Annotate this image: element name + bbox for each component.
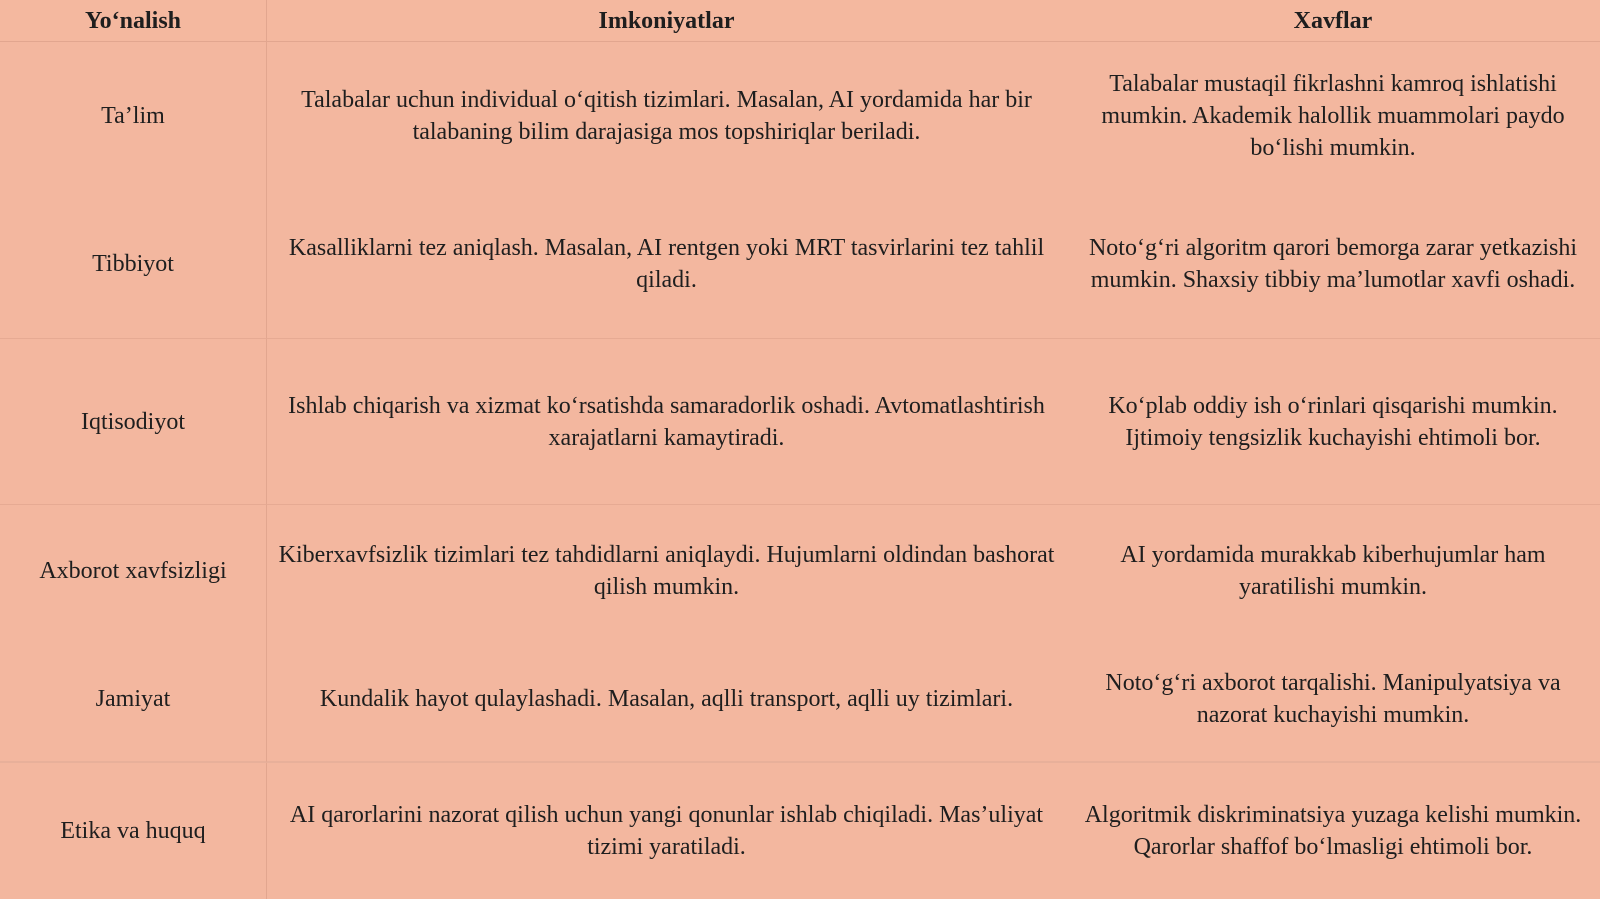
row-direction-iqtisodiyot: Iqtisodiyot: [0, 339, 267, 505]
row-risks-jamiyat: Noto‘g‘ri axborot tarqalishi. Manipulyatsiya va nazorat kuchayishi mumkin.: [1066, 637, 1600, 763]
row-opportunities-talim: Talabalar uchun individual o‘qitish tizimlari. Masalan, AI yordamida har bir talabaning bilim darajasiga mos topshiriqlar beriladi.: [301, 87, 1032, 145]
row-risks-talim: Talabalar mustaqil fikrlashni kamroq ishlatishi mumkin. Akademik halollik muammolari paydo bo‘lishi mumkin.: [1101, 71, 1565, 161]
row-opportunities-tibbiyot: Kasalliklarni tez aniqlash. Masalan, AI rentgen yoki MRT tasvirlarini tez tahlil qiladi.: [267, 190, 1066, 339]
header-direction: Yo‘nalish: [0, 0, 267, 42]
row-direction-talim: Ta’lim: [0, 42, 267, 190]
header-risks: Xavflar: [1066, 0, 1600, 42]
row-direction-etika: Etika va huquq: [0, 763, 267, 899]
header-opportunities: Imkoniyatlar: [267, 0, 1066, 42]
row-direction-jamiyat: Jamiyat: [0, 637, 267, 763]
row-risks-etika: Algoritmik diskriminatsiya yuzaga kelishi mumkin. Qarorlar shaffof bo‘lmasligi ehtimoli bor.: [1084, 802, 1582, 860]
row-direction-axborot: Axborot xavfsizligi: [0, 505, 267, 637]
row-opportunities-iqtisodiyot: Ishlab chiqarish va xizmat ko‘rsatishda samaradorlik oshadi. Avtomatlashtirish xarajatlarni kamaytiradi.: [267, 339, 1066, 505]
row-opportunities-jamiyat: Kundalik hayot qulaylashadi. Masalan, aqlli transport, aqlli uy tizimlari.: [267, 637, 1066, 763]
row-risks-iqtisodiyot: Ko‘plab oddiy ish o‘rinlari qisqarishi mumkin. Ijtimoiy tengsizlik kuchayishi ehtimoli bor.: [1066, 339, 1600, 505]
row-risks-axborot: AI yordamida murakkab kiberhujumlar ham yaratilishi mumkin.: [1120, 542, 1546, 600]
row-risks-tibbiyot: Noto‘g‘ri algoritm qarori bemorga zarar yetkazishi mumkin. Shaxsiy tibbiy ma’lumotlar xavfi oshadi.: [1066, 190, 1600, 339]
row-opportunities-etika: AI qarorlarini nazorat qilish uchun yangi qonunlar ishlab chiqiladi. Mas’uliyat tizimi yaratiladi.: [289, 802, 1044, 860]
row-direction-tibbiyot: Tibbiyot: [0, 190, 267, 339]
row-opportunities-axborot: Kiberxavfsizlik tizimlari tez tahdidlarni aniqlaydi. Hujumlarni oldindan bashorat qilish mumkin.: [278, 542, 1055, 600]
